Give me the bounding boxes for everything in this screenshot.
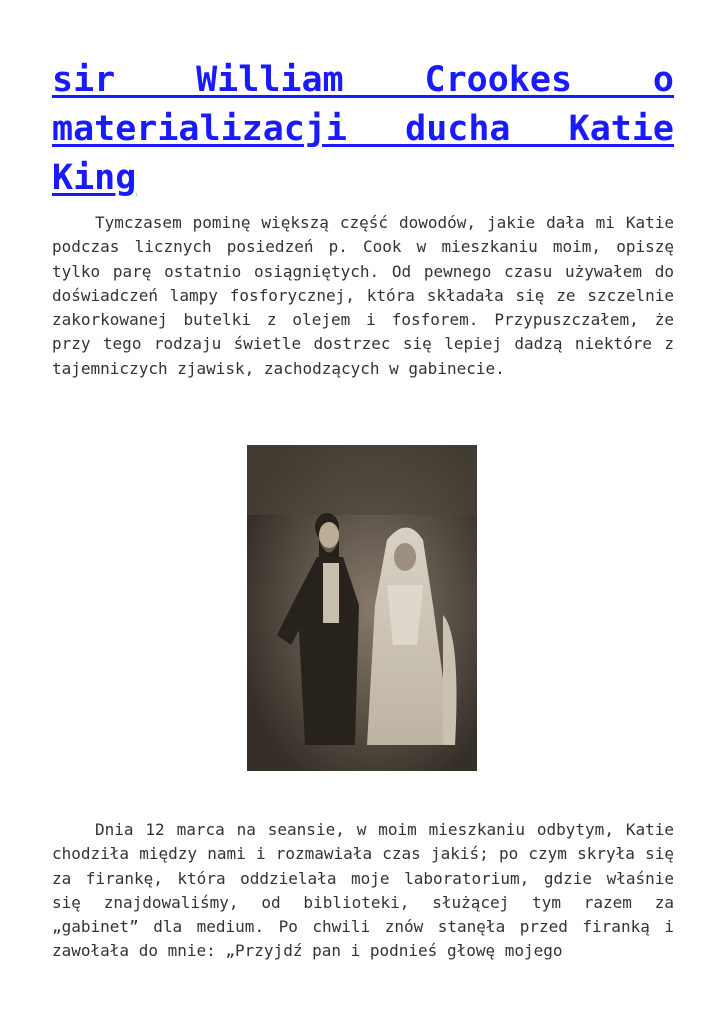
paragraph-2: Dnia 12 marca na seansie, w moim mieszkaniu odbytym, Katie chodziła między nami i rozmawiała czas jakiś; po czym skryła się za firankę, która oddzielała moje laboratorium, gdzie właśnie się znajdowaliśmy, od biblioteki, służącej tym razem za „gabinet” dla medium. Po chwili znów stanęła przed firanką i zawołała do mnie: „Przyjdź pan i podnieś głowę mojego (52, 820, 674, 961)
paragraph-1: Tymczasem pominę większą część dowodów, jakie dała mi Katie podczas licznych posiedzeń p. Cook w mieszkaniu moim, opiszę tylko parę ostatnio osiągniętych. Od pewnego czasu używałem do doświadczeń lampy fosforycznej, która składała się ze szczelnie zakorkowanej butelki z olejem i fosforem. Przypuszczałem, że przy tego rodzaju świetle dostrzec się lepiej dadzą niektóre z tajemniczych zjawisk, zachodzących w gabinecie. (52, 213, 674, 378)
article-title-link[interactable]: sir William Crookes o materializacji ducha Katie King (52, 60, 674, 198)
sepia-photograph (247, 445, 477, 771)
article-title (52, 56, 674, 203)
